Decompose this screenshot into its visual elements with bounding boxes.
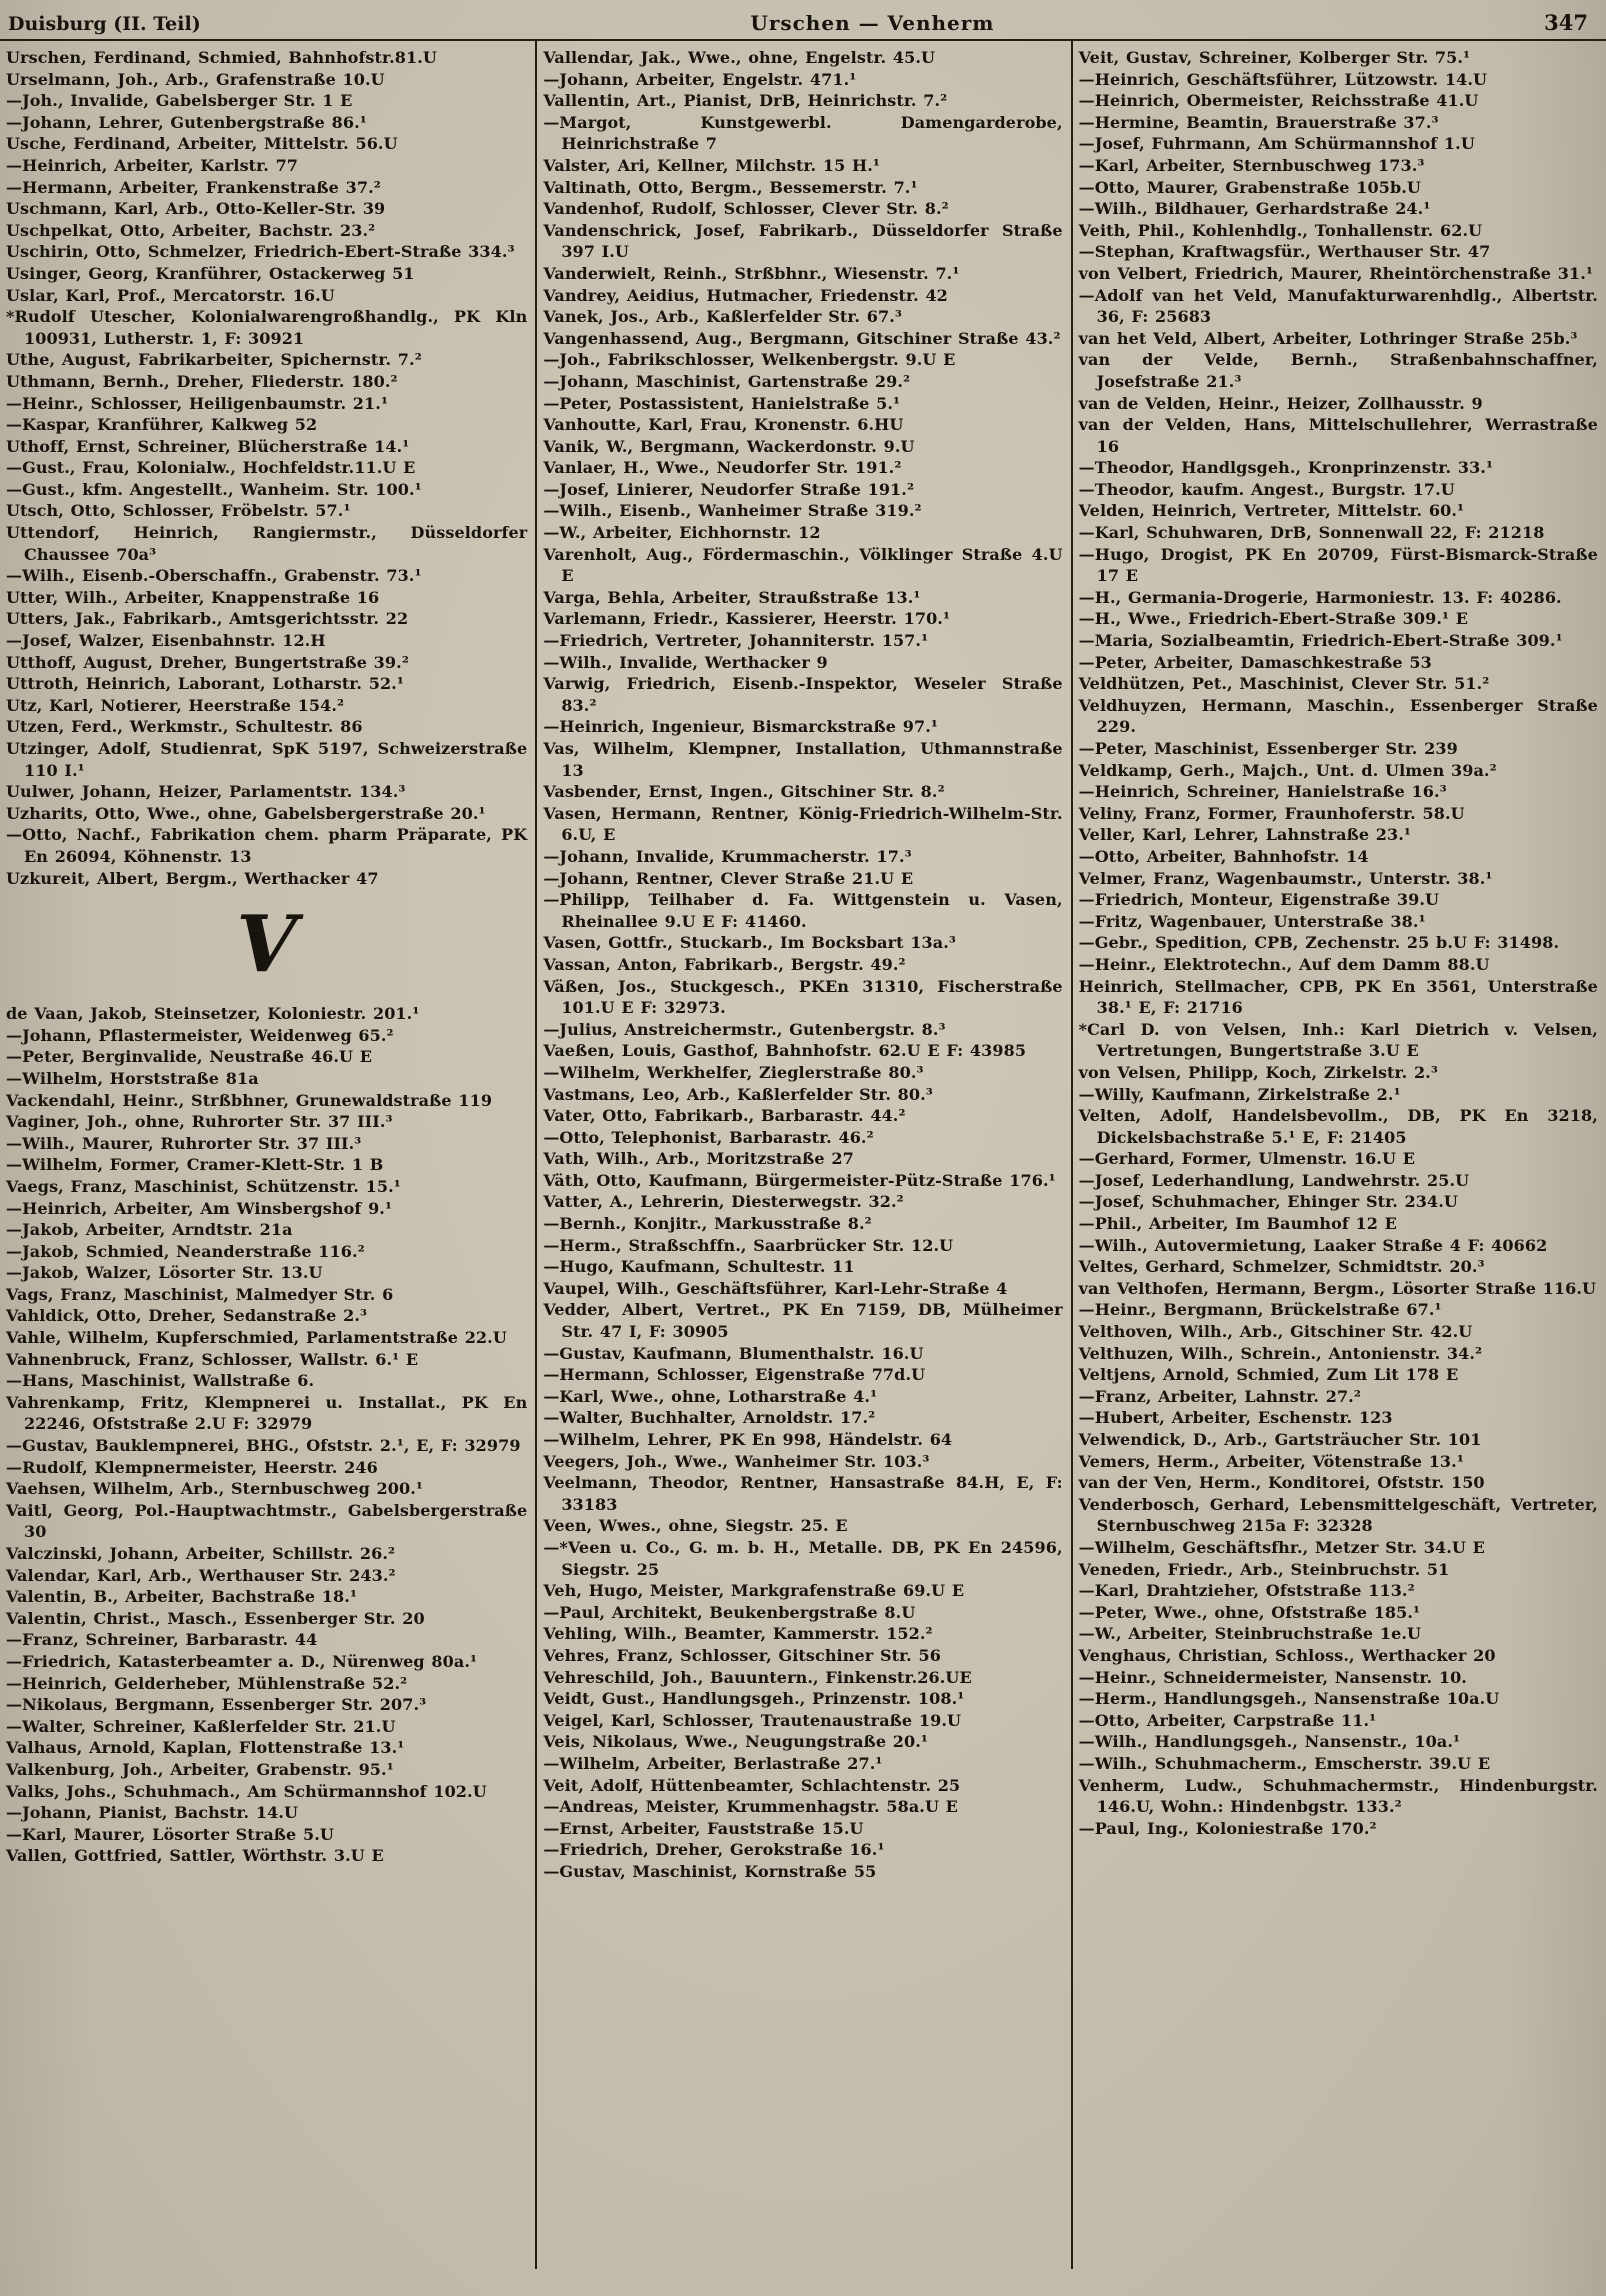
directory-entry: —Friedrich, Monteur, Eigenstraße 39.U: [1078, 890, 1440, 910]
directory-entry: Veneden, Friedr., Arb., Steinbruchstr. 51: [1078, 1559, 1450, 1579]
directory-entry: Vasen, Hermann, Rentner, König-Friedrich-Wilhelm-Str. 6.U, E: [543, 803, 1063, 845]
directory-entry: Heinrich, Stellmacher, CPB, PK En 3561, Unterstraße 38.¹ E, F: 21716: [1078, 976, 1598, 1018]
directory-entry: —Heinrich, Arbeiter, Am Winsbergshof 9.¹: [6, 1198, 393, 1218]
directory-entry: —Heinr., Bergmann, Brückelstraße 67.¹: [1078, 1300, 1442, 1320]
directory-entry: Valentin, Christ., Masch., Essenberger Str. 20: [6, 1608, 425, 1628]
directory-entry: —Friedrich, Katasterbeamter a. D., Nürenweg 80a.¹: [6, 1651, 478, 1671]
directory-entry: Vallendar, Jak., Wwe., ohne, Engelstr. 45.U: [543, 48, 936, 67]
directory-entry: —Andreas, Meister, Krummenhagstr. 58a.U E: [543, 1797, 958, 1817]
directory-entry: —W., Arbeiter, Eichhornstr. 12: [543, 523, 821, 543]
directory-entry: Utter, Wilh., Arbeiter, Knappenstraße 16: [6, 587, 380, 607]
directory-entry: —Heinrich, Obermeister, Reichsstraße 41.U: [1078, 91, 1479, 111]
directory-entry: Uthe, August, Fabrikarbeiter, Spichernstr. 7.²: [6, 350, 422, 370]
directory-entry: Vaitl, Georg, Pol.-Hauptwachtmstr., Gabelsbergerstraße 30: [6, 1500, 528, 1542]
directory-entry: —Josef, Linierer, Neudorfer Straße 191.²: [543, 479, 915, 499]
directory-entry: van der Velden, Hans, Mittelschullehrer, Werrastraße 16: [1078, 415, 1598, 456]
directory-entry: Varenholt, Aug., Fördermaschin., Völklinger Straße 4.U E: [543, 544, 1063, 586]
section-letter: V: [236, 899, 297, 991]
directory-entry: —Philipp, Teilhaber d. Fa. Wittgenstein u. Vasen, Rheinallee 9.U E F: 41460.: [543, 890, 1063, 931]
directory-entry: —Johann, Pianist, Bachstr. 14.U: [6, 1803, 299, 1823]
directory-entry: —Gust., Frau, Kolonialw., Hochfeldstr.11.U E: [6, 458, 416, 478]
directory-entry: —Hermann, Arbeiter, Frankenstraße 37.²: [6, 177, 381, 197]
directory-entry: —Otto, Telephonist, Barbarastr. 46.²: [543, 1127, 874, 1147]
directory-entry: Vackendahl, Heinr., Strßbhner, Grunewaldstraße 119: [6, 1090, 493, 1110]
directory-entry: —Heinr., Schlosser, Heiligenbaumstr. 21.¹: [6, 393, 389, 413]
directory-entry: —Peter, Postassistent, Hanielstraße 5.¹: [543, 393, 901, 413]
directory-entry: —Wilhelm, Arbeiter, Berlastraße 27.¹: [543, 1753, 883, 1773]
column-1: [0, 41, 535, 2269]
directory-entry: —Nikolaus, Bergmann, Essenberger Str. 207.³: [6, 1695, 427, 1715]
directory-entry: Usche, Ferdinand, Arbeiter, Mittelstr. 56.U: [6, 134, 398, 154]
directory-entry: —Gustav, Kaufmann, Blumenthalstr. 16.U: [543, 1343, 924, 1363]
directory-entry: —Peter, Berginvalide, Neustraße 46.U E: [6, 1047, 373, 1067]
directory-entry: —Otto, Arbeiter, Bahnhofstr. 14: [1078, 846, 1369, 866]
directory-entry: —Maria, Sozialbeamtin, Friedrich-Ebert-Straße 309.¹: [1078, 631, 1563, 651]
directory-entry: Urschen, Ferdinand, Schmied, Bahnhofstr.81.U: [6, 48, 437, 67]
directory-entry: —Peter, Maschinist, Essenberger Str. 239: [1078, 739, 1458, 758]
directory-entry: Vanlaer, H., Wwe., Neudorfer Str. 191.²: [543, 458, 902, 478]
directory-entry: —Adolf van het Veld, Manufakturwarenhdlg., Albertstr. 36, F: 25683: [1078, 285, 1598, 327]
directory-entry: —Karl, Maurer, Lösorter Straße 5.U: [6, 1824, 334, 1844]
directory-entry: Uthmann, Bernh., Dreher, Fliederstr. 180.²: [6, 371, 398, 391]
directory-entry: —Wilhelm, Lehrer, PK En 998, Händelstr. 64: [543, 1430, 953, 1449]
directory-entry: van Velthofen, Hermann, Bergm., Lösorter Straße 116.U: [1078, 1278, 1597, 1298]
directory-entry: —Ernst, Arbeiter, Fauststraße 15.U: [543, 1818, 864, 1838]
directory-entry: *Rudolf Utescher, Kolonialwarengroßhandlg., PK Kln 100931, Lutherstr. 1, F: 30921: [6, 307, 528, 348]
directory-entry: —Walter, Buchhalter, Arnoldstr. 17.²: [543, 1408, 876, 1428]
directory-entry: —Hans, Maschinist, Wallstraße 6.: [6, 1371, 315, 1391]
directory-entry: Veit, Gustav, Schreiner, Kolberger Str. 75.¹: [1078, 48, 1471, 67]
directory-entry: Venghaus, Christian, Schloss., Werthacker 20: [1078, 1645, 1496, 1665]
directory-entry: —Theodor, Handlgsgeh., Kronprinzenstr. 33.¹: [1078, 458, 1494, 478]
directory-entry: —Wilh., Eisenb.-Oberschaffn., Grabenstr. 73.¹: [6, 566, 422, 586]
directory-entry: —Julius, Anstreichermstr., Gutenbergstr. 8.³: [543, 1019, 946, 1039]
directory-entry: —Jakob, Schmied, Neanderstraße 116.²: [6, 1241, 365, 1261]
directory-entry: —Heinr., Schneidermeister, Nansenstr. 10.: [1078, 1667, 1467, 1687]
directory-entry: Vaegs, Franz, Maschinist, Schützenstr. 15.¹: [6, 1176, 401, 1196]
directory-entry: —Wilh., Maurer, Ruhrorter Str. 37 III.³: [6, 1133, 362, 1153]
directory-entry: Veis, Nikolaus, Wwe., Neugungstraße 20.¹: [543, 1732, 929, 1752]
directory-entry: —Paul, Architekt, Beukenbergstraße 8.U: [543, 1602, 916, 1622]
directory-entry: —Herm., Handlungsgeh., Nansenstraße 10a.U: [1078, 1689, 1500, 1709]
directory-entry: van der Ven, Herm., Konditorei, Ofststr. 150: [1078, 1473, 1485, 1493]
directory-entry: —Franz, Arbeiter, Lahnstr. 27.²: [1078, 1386, 1361, 1406]
directory-entry: Vanek, Jos., Arb., Kaßlerfelder Str. 67.³: [543, 307, 902, 327]
directory-entry: de Vaan, Jakob, Steinsetzer, Koloniestr. 201.¹: [6, 1004, 420, 1024]
directory-entry: —Josef, Walzer, Eisenbahnstr. 12.H: [6, 631, 326, 651]
directory-entry: —Gerhard, Former, Ulmenstr. 16.U E: [1078, 1149, 1415, 1169]
directory-entry: —Karl, Arbeiter, Sternbuschweg 173.³: [1078, 155, 1425, 175]
directory-entry: —Jakob, Arbeiter, Arndtstr. 21a: [6, 1220, 293, 1240]
directory-entry: —Johann, Lehrer, Gutenbergstraße 86.¹: [6, 112, 367, 132]
directory-entry: —Wilh., Handlungsgeh., Nansenstr., 10a.¹: [1078, 1732, 1461, 1752]
directory-entry: —Karl, Wwe., ohne, Lotharstraße 4.¹: [543, 1386, 878, 1406]
directory-entry: Veh, Hugo, Meister, Markgrafenstraße 69.U E: [543, 1581, 965, 1601]
directory-entry: —Heinrich, Geschäftsführer, Lützowstr. 14.U: [1078, 69, 1488, 89]
directory-entry: —Heinrich, Ingenieur, Bismarckstraße 97.¹: [543, 717, 938, 737]
directory-entry: Veldhuyzen, Hermann, Maschin., Essenberger Straße 229.: [1078, 695, 1598, 737]
directory-entry: Vasbender, Ernst, Ingen., Gitschiner Str. 8.²: [543, 782, 945, 802]
directory-entry: —Wilh., Eisenb., Wanheimer Straße 319.²: [543, 501, 922, 521]
directory-entry: Vanderwielt, Reinh., Strßbhnr., Wiesenstr. 7.¹: [543, 263, 960, 283]
directory-entry: —Gustav, Maschinist, Kornstraße 55: [543, 1861, 877, 1881]
directory-entry: Veit, Adolf, Hüttenbeamter, Schlachtenstr. 25: [543, 1775, 961, 1795]
directory-entry: Veltes, Gerhard, Schmelzer, Schmidtstr. 20.³: [1078, 1257, 1485, 1277]
directory-entry: Velden, Heinrich, Vertreter, Mittelstr. 60.¹: [1078, 501, 1465, 521]
directory-entry: —Herm., Straßschffn., Saarbrücker Str. 12.U: [543, 1235, 954, 1255]
directory-entry: —Kaspar, Kranführer, Kalkweg 52: [6, 415, 318, 435]
directory-entry: Venherm, Ludw., Schuhmachermstr., Hindenburgstr. 146.U, Wohn.: Hindenbgstr. 133.²: [1078, 1775, 1598, 1817]
directory-entry: —Johann, Invalide, Krummacherstr. 17.³: [543, 846, 912, 866]
directory-entry: Vahldick, Otto, Dreher, Sedanstraße 2.³: [6, 1306, 368, 1326]
directory-entry: Vastmans, Leo, Arb., Kaßlerfelder Str. 80.³: [543, 1084, 933, 1104]
directory-entry: Valhaus, Arnold, Kaplan, Flottenstraße 13.¹: [6, 1738, 405, 1758]
directory-entry: —Wilh., Schuhmacherm., Emscherstr. 39.U E: [1078, 1753, 1491, 1773]
directory-entry: Veelmann, Theodor, Rentner, Hansastraße 84.H, E, F: 33183: [543, 1473, 1063, 1514]
directory-entry: —Gebr., Spedition, CPB, Zechenstr. 25 b.U F: 31498.: [1078, 933, 1560, 953]
directory-entry: Vedder, Albert, Vertret., PK En 7159, DB, Mülheimer Str. 47 I, F: 30905: [543, 1300, 1063, 1342]
directory-entry: Velmer, Franz, Wagenbaumstr., Unterstr. 38.¹: [1078, 868, 1493, 888]
directory-entry: Vahnenbruck, Franz, Schlosser, Wallstr. 6.¹ E: [6, 1349, 419, 1369]
directory-entry: Veldhützen, Pet., Maschinist, Clever Str. 51.²: [1078, 674, 1490, 694]
directory-entry: Vahrenkamp, Fritz, Klempnerei u. Installat., PK En 22246, Ofststraße 2.U F: 32979: [6, 1392, 528, 1434]
directory-entry: —Wilhelm, Geschäftsfhr., Metzer Str. 34.U E: [1078, 1537, 1485, 1557]
directory-entry: —Hugo, Kaufmann, Schultestr. 11: [543, 1257, 855, 1277]
directory-entry: Vallentin, Art., Pianist, DrB, Heinrichstr. 7.²: [543, 91, 948, 111]
directory-entry: Valendar, Karl, Arb., Werthauser Str. 243.²: [6, 1565, 396, 1585]
directory-entry: —Wilhelm, Former, Cramer-Klett-Str. 1 B: [6, 1155, 384, 1175]
directory-entry: Utters, Jak., Fabrikarb., Amtsgerichtsstr. 22: [6, 609, 409, 629]
directory-entry: von Velsen, Philipp, Koch, Zirkelstr. 2.³: [1078, 1062, 1438, 1082]
directory-entry: van der Velde, Bernh., Straßenbahnschaffner, Josefstraße 21.³: [1078, 350, 1598, 391]
directory-entry: Vallen, Gottfried, Sattler, Wörthstr. 3.U E: [6, 1846, 384, 1866]
directory-entry: —Phil., Arbeiter, Im Baumhof 12 E: [1078, 1214, 1397, 1234]
directory-entry: Uthoff, Ernst, Schreiner, Blücherstraße 14.¹: [6, 436, 410, 456]
directory-entry: —Heinrich, Gelderheber, Mühlenstraße 52.²: [6, 1673, 408, 1693]
directory-entry: —*Veen u. Co., G. m. b. H., Metalle. DB, PK En 24596, Siegstr. 25: [543, 1537, 1063, 1579]
directory-entry: Väßen, Jos., Stuckgesch., PKEn 31310, Fischerstraße 101.U E F: 32973.: [543, 976, 1063, 1018]
directory-entry: —Johann, Arbeiter, Engelstr. 471.¹: [543, 69, 857, 89]
directory-entry: —Karl, Drahtzieher, Ofststraße 113.²: [1078, 1581, 1415, 1601]
directory-entry: —Gustav, Bauklempnerei, BHG., Ofststr. 2.¹, E, F: 32979: [6, 1436, 521, 1456]
header-range: Urschen — Venherm: [750, 11, 995, 35]
directory-entry: Valster, Ari, Kellner, Milchstr. 15 H.¹: [543, 155, 881, 175]
directory-entry: —Otto, Arbeiter, Carpstraße 11.¹: [1078, 1710, 1377, 1730]
directory-entry: Valkenburg, Joh., Arbeiter, Grabenstr. 95.¹: [6, 1759, 394, 1779]
directory-entry: Uzkureit, Albert, Bergm., Werthacker 47: [6, 868, 379, 888]
directory-entry: *Carl D. von Velsen, Inh.: Karl Dietrich v. Velsen, Vertretungen, Bungertstraße 3.U E: [1078, 1019, 1598, 1061]
directory-entry: Vandenschrick, Josef, Fabrikarb., Düsseldorfer Straße 397 I.U: [543, 220, 1063, 262]
directory-entry: Vassan, Anton, Fabrikarb., Bergstr. 49.²: [543, 954, 906, 974]
directory-entry: Urselmann, Joh., Arb., Grafenstraße 10.U: [6, 69, 385, 89]
directory-entry: —Peter, Arbeiter, Damaschkestraße 53: [1078, 652, 1432, 672]
directory-entry: —Josef, Schuhmacher, Ehinger Str. 234.U: [1078, 1192, 1458, 1212]
directory-entry: Vags, Franz, Maschinist, Malmedyer Str. 6: [6, 1284, 394, 1304]
column-3: [1071, 41, 1606, 2269]
directory-entry: Veldkamp, Gerh., Majch., Unt. d. Ulmen 39a.²: [1078, 760, 1497, 780]
directory-entry: —Margot, Kunstgewerbl. Damengarderobe, Heinrichstraße 7: [543, 112, 1063, 154]
directory-entry: —Hugo, Drogist, PK En 20709, Fürst-Bismarck-Straße 17 E: [1078, 544, 1598, 586]
directory-entry: —Josef, Fuhrmann, Am Schürmannshof 1.U: [1078, 134, 1475, 154]
directory-entry: —Heinrich, Arbeiter, Karlstr. 77: [6, 155, 299, 175]
directory-entry: —Josef, Lederhandlung, Landwehrstr. 25.U: [1078, 1170, 1470, 1190]
directory-entry: Uschirin, Otto, Schmelzer, Friedrich-Ebert-Straße 334.³: [6, 242, 515, 262]
directory-entry: Veith, Phil., Kohlenhdlg., Tonhallenstr. 62.U: [1078, 220, 1483, 240]
directory-entry: Utthoff, August, Dreher, Bungertstraße 39.²: [6, 652, 409, 672]
directory-entry: —Otto, Maurer, Grabenstraße 105b.U: [1078, 177, 1421, 197]
directory-entry: —Joh., Invalide, Gabelsberger Str. 1 E: [6, 91, 353, 111]
directory-entry: Vehreschild, Joh., Bauuntern., Finkenstr.26.UE: [543, 1667, 972, 1687]
directory-entry: —Willy, Kaufmann, Zirkelstraße 2.¹: [1078, 1084, 1401, 1104]
directory-entry: Utzen, Ferd., Werkmstr., Schultestr. 86: [6, 717, 363, 737]
directory-entry: Velwendick, D., Arb., Gartsträucher Str. 101: [1078, 1430, 1482, 1449]
directory-entry: —Johann, Rentner, Clever Straße 21.U E: [543, 868, 914, 888]
directory-entry: Veidt, Gust., Handlungsgeh., Prinzenstr. 108.¹: [543, 1689, 965, 1709]
directory-entry: —Wilhelm, Horststraße 81a: [6, 1068, 259, 1088]
directory-entry: Veltjens, Arnold, Schmied, Zum Lit 178 E: [1078, 1365, 1459, 1385]
directory-entry: Vehling, Wilh., Beamter, Kammerstr. 152.²: [543, 1624, 933, 1644]
directory-entry: Uttroth, Heinrich, Laborant, Lotharstr. 52.¹: [6, 674, 404, 694]
directory-entry: —Gust., kfm. Angestellt., Wanheim. Str. 100.¹: [6, 479, 422, 499]
directory-entry: —Wilh., Autovermietung, Laaker Straße 4 F: 40662: [1078, 1235, 1548, 1255]
directory-entry: —Walter, Schreiner, Kaßlerfelder Str. 21.U: [6, 1716, 396, 1736]
directory-entry: —H., Germania-Drogerie, Harmoniestr. 13. F: 40286.: [1078, 587, 1562, 607]
column-2: [535, 41, 1070, 2269]
directory-entry: Vaginer, Joh., ohne, Ruhrorter Str. 37 III.³: [6, 1112, 393, 1132]
directory-entry: Varlemann, Friedr., Kassierer, Heerstr. 170.¹: [543, 609, 951, 629]
directory-entry: Veliny, Franz, Former, Fraunhoferstr. 58.U: [1078, 803, 1465, 823]
directory-entry: Valentin, B., Arbeiter, Bachstraße 18.¹: [6, 1587, 358, 1607]
directory-entry: Uschpelkat, Otto, Arbeiter, Bachstr. 23.²: [6, 220, 376, 240]
page-number: 347: [1544, 10, 1588, 35]
directory-entry: —W., Arbeiter, Steinbruchstraße 1e.U: [1078, 1624, 1422, 1644]
directory-entry: Uzharits, Otto, Wwe., ohne, Gabelsbergerstraße 20.¹: [6, 803, 486, 823]
directory-entry: —Jakob, Walzer, Lösorter Str. 13.U: [6, 1263, 323, 1283]
directory-entry: Veller, Karl, Lehrer, Lahnstraße 23.¹: [1078, 825, 1412, 845]
directory-entry: van de Velden, Heinr., Heizer, Zollhausstr. 9: [1078, 393, 1483, 413]
directory-entry: —Johann, Maschinist, Gartenstraße 29.²: [543, 371, 911, 391]
directory-entry: Veen, Wwes., ohne, Siegstr. 25. E: [543, 1516, 848, 1536]
directory-entry: Vemers, Herm., Arbeiter, Vötenstraße 13.¹: [1078, 1451, 1464, 1471]
directory-entry: Velthuzen, Wilh., Schrein., Antonienstr. 34.²: [1078, 1343, 1483, 1363]
directory-entry: —H., Wwe., Friedrich-Ebert-Straße 309.¹ E: [1078, 609, 1469, 629]
directory-entry: Velten, Adolf, Handelsbevollm., DB, PK En 3218, Dickelsbachstraße 5.¹ E, F: 21405: [1078, 1106, 1598, 1147]
directory-entry: Vehres, Franz, Schlosser, Gitschiner Str. 56: [543, 1645, 941, 1665]
directory-entry: —Theodor, kaufm. Angest., Burgstr. 17.U: [1078, 479, 1455, 499]
directory-entry: Vatter, A., Lehrerin, Diesterwegstr. 32.²: [543, 1192, 904, 1212]
directory-entry: —Paul, Ing., Koloniestraße 170.²: [1078, 1818, 1377, 1838]
directory-entry: Väth, Otto, Kaufmann, Bürgermeister-Pütz-Straße 176.¹: [543, 1170, 1056, 1190]
directory-entry: —Johann, Pflastermeister, Weidenweg 65.²: [6, 1025, 394, 1045]
directory-entry: Vas, Wilhelm, Klempner, Installation, Uthmannstraße 13: [543, 739, 1063, 780]
directory-entry: Velthoven, Wilh., Arb., Gitschiner Str. 42.U: [1078, 1322, 1473, 1342]
directory-entry: —Wilhelm, Werkhelfer, Zieglerstraße 80.³: [543, 1062, 924, 1082]
directory-entry: Utsch, Otto, Schlosser, Fröbelstr. 57.¹: [6, 501, 351, 521]
directory-entry: Veigel, Karl, Schlosser, Trautenaustraße 19.U: [543, 1710, 962, 1730]
directory-entry: Vanik, W., Bergmann, Wackerdonstr. 9.U: [543, 436, 915, 456]
directory-entry: Valks, Johs., Schuhmach., Am Schürmannshof 102.U: [6, 1781, 487, 1801]
directory-entry: —Otto, Nachf., Fabrikation chem. pharm Präparate, PK En 26094, Köhnenstr. 13: [6, 825, 528, 866]
directory-entry: Varga, Behla, Arbeiter, Straußstraße 13.¹: [543, 587, 921, 607]
directory-entry: —Heinrich, Schreiner, Hanielstraße 16.³: [1078, 782, 1447, 802]
directory-entry: Uschmann, Karl, Arb., Otto-Keller-Str. 39: [6, 199, 386, 219]
directory-entry: Venderbosch, Gerhard, Lebensmittelgeschäft, Vertreter, Sternbuschweg 215a F: 32328: [1078, 1494, 1598, 1536]
directory-columns: [0, 41, 1606, 2269]
directory-entry: Vahle, Wilhelm, Kupferschmied, Parlamentstraße 22.U: [6, 1328, 507, 1348]
directory-entry: —Joh., Fabrikschlosser, Welkenbergstr. 9.U E: [543, 350, 956, 370]
directory-entry: —Hermine, Beamtin, Brauerstraße 37.³: [1078, 112, 1439, 132]
directory-entry: —Hubert, Arbeiter, Eschenstr. 123: [1078, 1408, 1393, 1428]
directory-entry: Vath, Wilh., Arb., Moritzstraße 27: [543, 1149, 854, 1169]
directory-entry: —Hermann, Schlosser, Eigenstraße 77d.U: [543, 1365, 926, 1385]
header-section-left: Duisburg (II. Teil): [8, 13, 201, 35]
directory-entry: Vandenhof, Rudolf, Schlosser, Clever Str. 8.²: [543, 199, 949, 219]
directory-entry: Uttendorf, Heinrich, Rangiermstr., Düsseldorfer Chaussee 70a³: [6, 523, 528, 564]
directory-entry: Vaeßen, Louis, Gasthof, Bahnhofstr. 62.U E F: 43985: [543, 1041, 1027, 1061]
directory-entry: Vaupel, Wilh., Geschäftsführer, Karl-Lehr-Straße 4: [543, 1278, 1008, 1298]
directory-entry: von Velbert, Friedrich, Maurer, Rheintörchenstraße 31.¹: [1078, 263, 1593, 283]
directory-entry: Veegers, Joh., Wwe., Wanheimer Str. 103.³: [543, 1451, 930, 1471]
directory-entry: van het Veld, Albert, Arbeiter, Lothringer Straße 25b.³: [1078, 328, 1578, 348]
directory-entry: —Bernh., Konjitr., Markusstraße 8.²: [543, 1214, 872, 1234]
directory-entry: Vanhoutte, Karl, Frau, Kronenstr. 6.HU: [543, 415, 904, 435]
directory-entry: Vangenhassend, Aug., Bergmann, Gitschiner Straße 43.²: [543, 328, 1061, 348]
directory-entry: Uslar, Karl, Prof., Mercatorstr. 16.U: [6, 285, 335, 305]
directory-entry: Usinger, Georg, Kranführer, Ostackerweg 51: [6, 263, 415, 283]
directory-entry: —Friedrich, Dreher, Gerokstraße 16.¹: [543, 1840, 885, 1860]
directory-entry: —Fritz, Wagenbauer, Unterstraße 38.¹: [1078, 911, 1426, 931]
directory-entry: —Rudolf, Klempnermeister, Heerstr. 246: [6, 1457, 378, 1477]
directory-entry: Utzinger, Adolf, Studienrat, SpK 5197, Schweizerstraße 110 I.¹: [6, 739, 528, 780]
directory-entry: —Franz, Schreiner, Barbarastr. 44: [6, 1630, 318, 1650]
directory-entry: Vasen, Gottfr., Stuckarb., Im Bocksbart 13a.³: [543, 933, 957, 953]
directory-entry: Vaehsen, Wilhelm, Arb., Sternbuschweg 200.¹: [6, 1479, 424, 1499]
directory-entry: Vater, Otto, Fabrikarb., Barbarastr. 44.²: [543, 1106, 906, 1126]
directory-entry: Valtinath, Otto, Bergm., Bessemerstr. 7.¹: [543, 177, 918, 197]
directory-entry: Uulwer, Johann, Heizer, Parlamentstr. 134.³: [6, 782, 406, 802]
directory-entry: Varwig, Friedrich, Eisenb.-Inspektor, Weseler Straße 83.²: [543, 674, 1063, 715]
directory-entry: Utz, Karl, Notierer, Heerstraße 154.²: [6, 695, 345, 715]
directory-entry: Vandrey, Aeidius, Hutmacher, Friedenstr. 42: [543, 285, 948, 305]
directory-entry: —Karl, Schuhwaren, DrB, Sonnenwall 22, F: 21218: [1078, 523, 1545, 543]
directory-entry: —Stephan, Kraftwagsfür., Werthauser Str. 47: [1078, 242, 1491, 262]
directory-entry: —Peter, Wwe., ohne, Ofststraße 185.¹: [1078, 1602, 1421, 1622]
directory-entry: —Wilh., Bildhauer, Gerhardstraße 24.¹: [1078, 199, 1431, 219]
page-header: [0, 0, 1606, 41]
directory-entry: —Friedrich, Vertreter, Johanniterstr. 157.¹: [543, 631, 929, 651]
directory-entry: Valczinski, Johann, Arbeiter, Schillstr. 26.²: [6, 1544, 396, 1563]
directory-entry: —Wilh., Invalide, Werthacker 9: [543, 652, 828, 672]
directory-entry: —Heinr., Elektrotechn., Auf dem Damm 88.U: [1078, 954, 1490, 974]
